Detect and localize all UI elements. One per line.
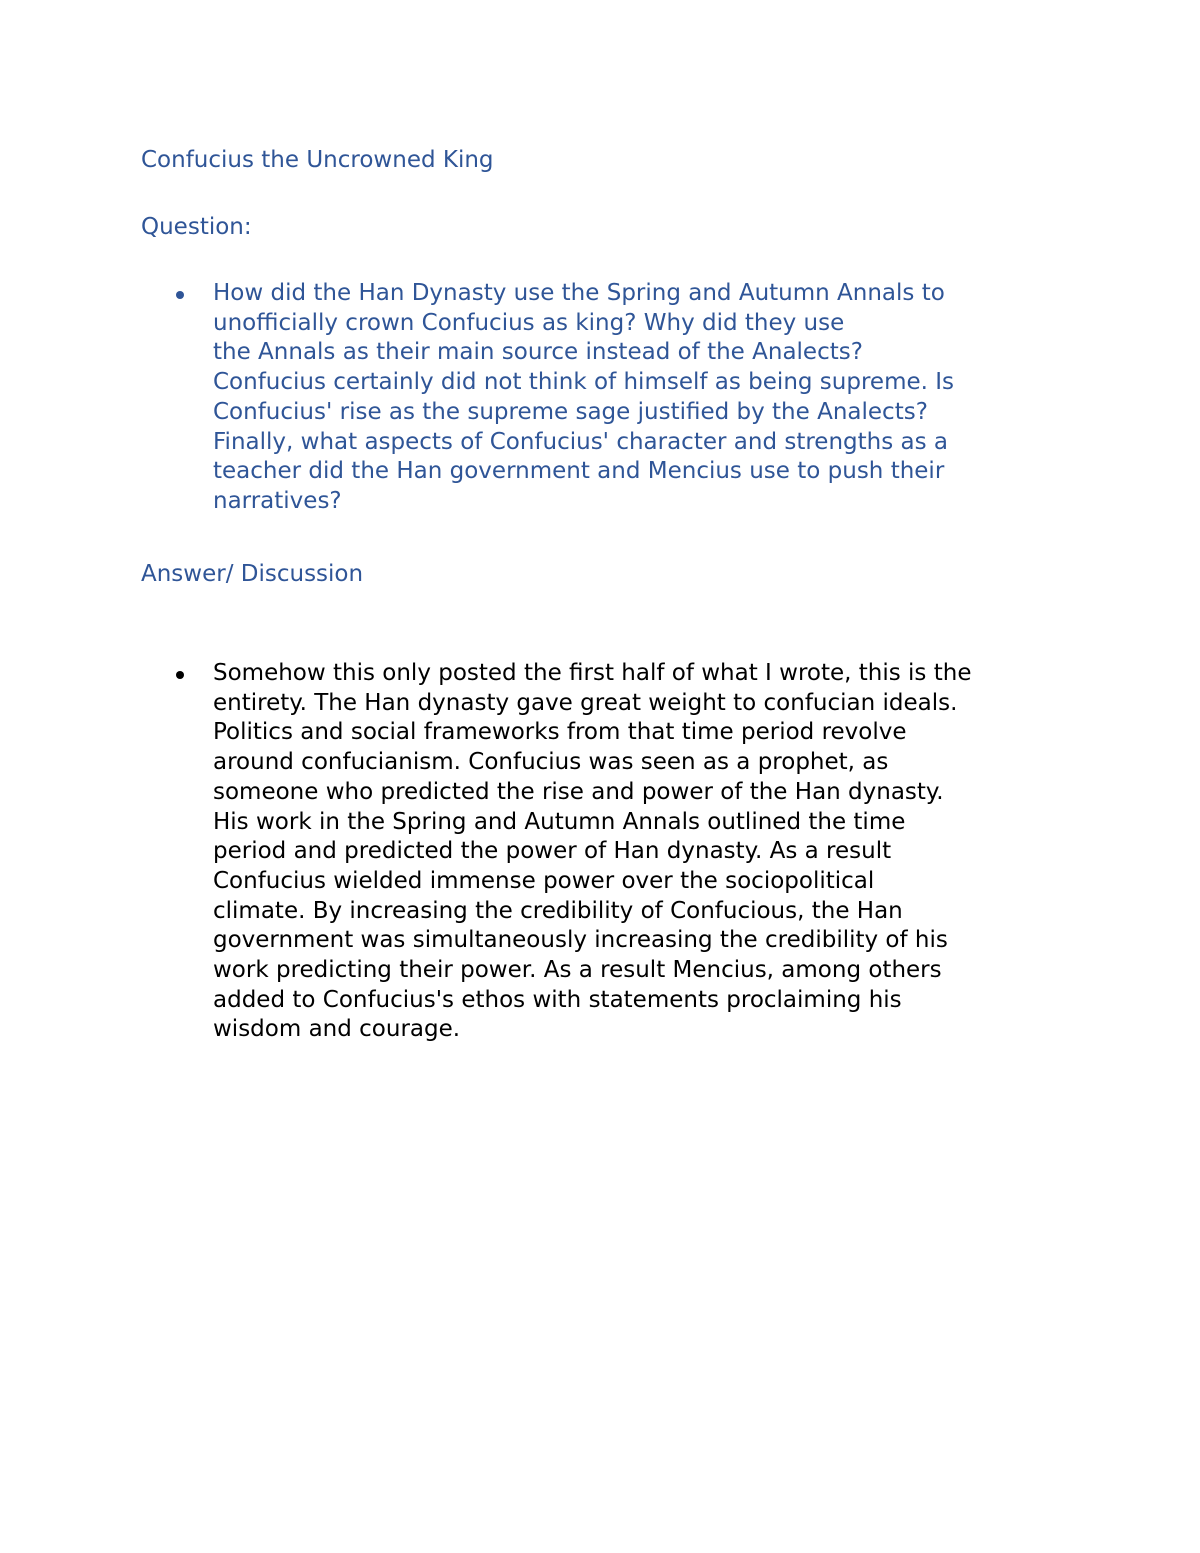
answer-text: Somehow this only posted the first half of what I wrote, this is the entirety. The Han dynasty gave great weight to confucian ideals. Politics and social frameworks from that time period revolve around confucianism. Confucius was seen as a prophet, as someone who predicted the rise and power of the Han dynasty. His work in the Spring and Autumn Annals outlined the time period and predicted the power of Han dynasty. As a result Confucius wielded immense power over the sociopolitical climate. By increasing the credibility of Confucious, the Han government was simultaneously increasing the credibility of his work predicting their power. As a result Mencius, among others added to Confucius's ethos with statements proclaiming his wisdom and courage.	[213, 660, 972, 1043]
question-heading: Question:	[141, 214, 252, 240]
question-text: How did the Han Dynasty use the Spring and Autumn Annals to unofficially crown Confucius as king? Why did they use the Annals as their main source instead of the Analects? Confucius certainly did not think of himself as being supreme. Is Confucius' rise as the supreme sage justified by the Analects? Finally, what aspects of Confucius' character and strengths as a teacher did the Han government and Mencius use to push their narratives?	[213, 280, 955, 514]
bullet-icon	[176, 291, 184, 299]
bullet-icon	[176, 671, 184, 679]
document-title: Confucius the Uncrowned King	[141, 147, 494, 173]
answer-heading: Answer/ Discussion	[141, 561, 364, 587]
